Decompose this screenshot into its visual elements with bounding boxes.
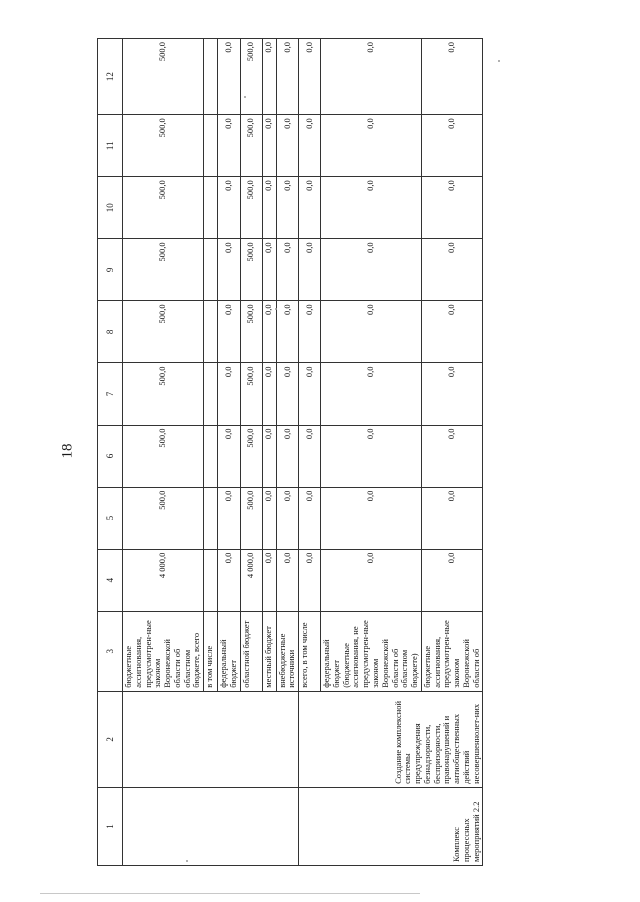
value-cell: 0,0 (262, 115, 276, 177)
value-cell: 0,0 (299, 363, 321, 425)
table-row (123, 39, 204, 866)
value-cell: 0,0 (421, 239, 483, 301)
scan-speck (275, 308, 277, 310)
value-cell: 0,0 (262, 549, 276, 611)
header-cell: 6 (98, 425, 123, 487)
source-cell: федеральный бюджет (бюджетные ассигнования, не предусмотрен-ные законом Воронежской области об областном бюджете) (321, 611, 422, 691)
value-cell: 0,0 (321, 549, 422, 611)
value-cell: 0,0 (262, 487, 276, 549)
value-cell: 500,0 (123, 487, 204, 549)
rotated-table-layer (97, 38, 481, 866)
value-cell: 500,0 (240, 239, 262, 301)
scan-speck (244, 96, 246, 98)
header-cell: 8 (98, 301, 123, 363)
header-cell: 12 (98, 39, 123, 115)
value-cell (204, 115, 218, 177)
source-cell: бюджетные ассигнования, предусмотрен-ные законом Воронежской области об областном бюджете, всего (123, 611, 204, 691)
value-cell: 0,0 (262, 39, 276, 115)
header-cell: 4 (98, 549, 123, 611)
value-cell: 0,0 (299, 487, 321, 549)
value-cell: 0,0 (421, 39, 483, 115)
value-cell: 500,0 (123, 425, 204, 487)
value-cell: 500,0 (240, 301, 262, 363)
value-cell: 0,0 (321, 239, 422, 301)
value-cell: 0,0 (276, 363, 299, 425)
source-cell: местный бюджет (262, 611, 276, 691)
value-cell (204, 301, 218, 363)
value-cell: 500,0 (123, 239, 204, 301)
value-cell: 0,0 (299, 39, 321, 115)
value-cell: 0,0 (218, 549, 241, 611)
source-cell: бюджетные ассигнования, предусмотрен-ные законом Воронежской области об (421, 611, 483, 691)
value-cell (204, 425, 218, 487)
value-cell: 500,0 (240, 487, 262, 549)
value-cell: 0,0 (299, 425, 321, 487)
measure-name-cell: Создание комплексной системы предупреждения безнадзорности, беспризорности, правонарушений и антиобщественных действий несовершеннолет-них (299, 691, 483, 787)
value-cell: 4 000,0 (240, 549, 262, 611)
value-cell: 0,0 (218, 425, 241, 487)
value-cell: 0,0 (276, 39, 299, 115)
value-cell: 500,0 (123, 363, 204, 425)
value-cell: 0,0 (421, 549, 483, 611)
value-cell: 0,0 (262, 363, 276, 425)
value-cell (204, 177, 218, 239)
value-cell: 500,0 (240, 363, 262, 425)
value-cell: 0,0 (299, 549, 321, 611)
value-cell: 500,0 (123, 177, 204, 239)
value-cell: 0,0 (421, 177, 483, 239)
value-cell: 4 000,0 (123, 549, 204, 611)
value-cell: 0,0 (421, 487, 483, 549)
value-cell: 500,0 (123, 115, 204, 177)
value-cell: 0,0 (276, 549, 299, 611)
header-cell: 11 (98, 115, 123, 177)
value-cell: 0,0 (321, 363, 422, 425)
value-cell (204, 39, 218, 115)
value-cell: 500,0 (240, 177, 262, 239)
header-cell: 9 (98, 239, 123, 301)
value-cell: 0,0 (262, 301, 276, 363)
value-cell: 0,0 (276, 239, 299, 301)
value-cell: 0,0 (421, 301, 483, 363)
value-cell: 500,0 (240, 115, 262, 177)
value-cell: 0,0 (299, 239, 321, 301)
value-cell: 0,0 (321, 425, 422, 487)
budget-table (97, 38, 483, 866)
scan-speck (186, 860, 188, 862)
value-cell: 0,0 (421, 363, 483, 425)
value-cell: 0,0 (218, 239, 241, 301)
header-cell: 7 (98, 363, 123, 425)
source-cell: в том числе (204, 611, 218, 691)
block1-col2-cell (123, 691, 299, 787)
value-cell (204, 239, 218, 301)
value-cell (204, 363, 218, 425)
source-cell: областной бюджет (240, 611, 262, 691)
value-cell: 0,0 (276, 487, 299, 549)
value-cell: 0,0 (218, 487, 241, 549)
value-cell: 0,0 (421, 115, 483, 177)
value-cell: 0,0 (321, 115, 422, 177)
value-cell: 0,0 (276, 177, 299, 239)
value-cell: 0,0 (299, 115, 321, 177)
value-cell: 0,0 (299, 177, 321, 239)
value-cell: 0,0 (321, 177, 422, 239)
value-cell: 0,0 (262, 425, 276, 487)
value-cell: 0,0 (321, 301, 422, 363)
value-cell: 0,0 (218, 363, 241, 425)
value-cell: 0,0 (421, 425, 483, 487)
header-cell: 2 (98, 691, 123, 787)
value-cell: 0,0 (321, 487, 422, 549)
value-cell: 0,0 (276, 115, 299, 177)
value-cell: 0,0 (321, 39, 422, 115)
block1-col1-cell (123, 787, 299, 865)
value-cell: 0,0 (218, 301, 241, 363)
header-cell: 1 (98, 787, 123, 865)
page-number: 18 (59, 443, 76, 459)
value-cell: 0,0 (262, 239, 276, 301)
source-cell: федеральный бюджет (218, 611, 241, 691)
value-cell: 0,0 (262, 177, 276, 239)
value-cell: 500,0 (123, 39, 204, 115)
header-row (98, 39, 123, 866)
value-cell: 0,0 (276, 425, 299, 487)
header-cell: 3 (98, 611, 123, 691)
value-cell: 0,0 (218, 39, 241, 115)
value-cell: 0,0 (276, 301, 299, 363)
value-cell: 0,0 (218, 115, 241, 177)
scan-speck (498, 60, 500, 62)
table-row (299, 39, 321, 866)
value-cell (204, 549, 218, 611)
header-cell: 10 (98, 177, 123, 239)
value-cell: 500,0 (240, 425, 262, 487)
program-name-cell: Комплекс процессных мероприятий 2.2 (299, 787, 483, 865)
value-cell: 0,0 (299, 301, 321, 363)
value-cell (204, 487, 218, 549)
budget-table-container (97, 38, 481, 866)
value-cell: 500,0 (123, 301, 204, 363)
value-cell: 0,0 (218, 177, 241, 239)
source-cell: внебюджетные источники (276, 611, 299, 691)
value-cell: 500,0 (240, 39, 262, 115)
source-cell: всего, в том числе (299, 611, 321, 691)
scan-edge-line (40, 893, 420, 894)
header-cell: 5 (98, 487, 123, 549)
